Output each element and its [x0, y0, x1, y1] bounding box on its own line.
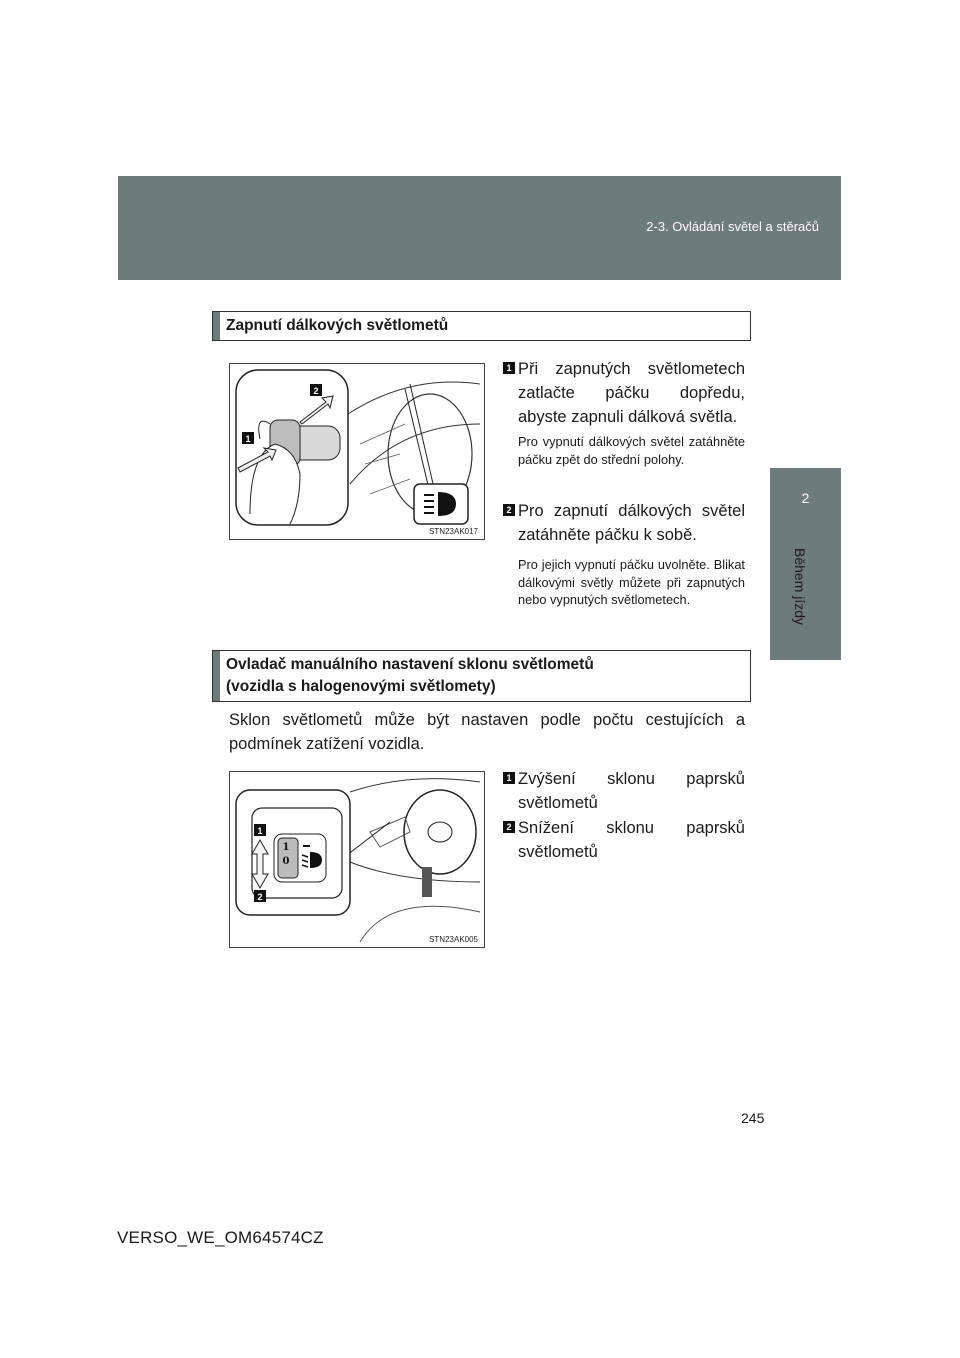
document-code: VERSO_WE_OM64574CZ — [117, 1228, 324, 1247]
leveling-dial-illustration — [229, 771, 485, 948]
leveling-item-1 — [503, 767, 745, 815]
section-high-beam-header — [212, 311, 751, 341]
section-headlight-leveling-header — [212, 650, 751, 702]
side-tab-number: 2 — [801, 490, 810, 506]
svg-text:2: 2 — [257, 892, 263, 902]
chapter-header-band — [118, 176, 841, 280]
dial-label-0: 0 — [282, 856, 290, 867]
side-tab-spacer — [770, 280, 841, 468]
step-2 — [503, 499, 745, 547]
illustration-marker-1 — [242, 432, 254, 444]
step-text: Při zapnutých světlometech zatlačte páčku dopředu, abyste zapnuli dálková světla. — [518, 360, 745, 426]
step-text: Snížení sklonu paprsků světlometů — [518, 819, 745, 861]
note-1: Pro vypnutí dálkových světel zatáhněte páčku zpět do střední polohy. — [518, 434, 745, 467]
step-marker: 2 — [503, 504, 515, 516]
section-title-line-1: Ovladač manuálního nastavení sklonu světlometů — [226, 656, 594, 673]
section-high-beam-title: Zapnutí dálkových světlometů — [226, 317, 449, 334]
image-code: STN23AK005 — [429, 935, 478, 944]
step-marker: 2 — [503, 821, 515, 833]
high-beam-lever-illustration — [229, 363, 485, 540]
illustration-marker-2 — [310, 384, 322, 396]
illustration-marker-1 — [254, 824, 266, 836]
svg-text:1: 1 — [257, 826, 263, 836]
section-title-line-2: (vozidla s halogenovými světlomety) — [226, 678, 496, 695]
illustration-marker-2 — [254, 890, 266, 902]
note-2: Pro jejich vypnutí páčku uvolněte. Blikat dálkovými světly můžete při zapnutých nebo vypnutých světlometech. — [518, 557, 745, 607]
dashboard-drawing — [230, 772, 484, 947]
step-marker: 1 — [503, 362, 515, 374]
lever-drawing — [230, 364, 484, 539]
image-code: STN23AK017 — [429, 527, 478, 536]
section-intro-text: Sklon světlometů může být nastaven podle počtu cestujících a podmínek zatížení vozidla. — [229, 711, 745, 753]
svg-text:1: 1 — [245, 434, 251, 444]
leveling-item-2 — [503, 816, 745, 864]
page-number: 245 — [741, 1110, 765, 1126]
step-text: Pro zapnutí dálkových světel zatáhněte páčku k sobě. — [518, 502, 745, 544]
step-1 — [503, 357, 745, 429]
step-text: Zvýšení sklonu paprsků světlometů — [518, 770, 745, 812]
chapter-title: 2-3. Ovládání světel a stěračů — [646, 219, 819, 234]
section-headlight-leveling-title — [213, 651, 750, 701]
dial-label-1: 1 — [282, 842, 290, 853]
svg-text:2: 2 — [313, 386, 319, 396]
step-marker: 1 — [503, 772, 515, 784]
